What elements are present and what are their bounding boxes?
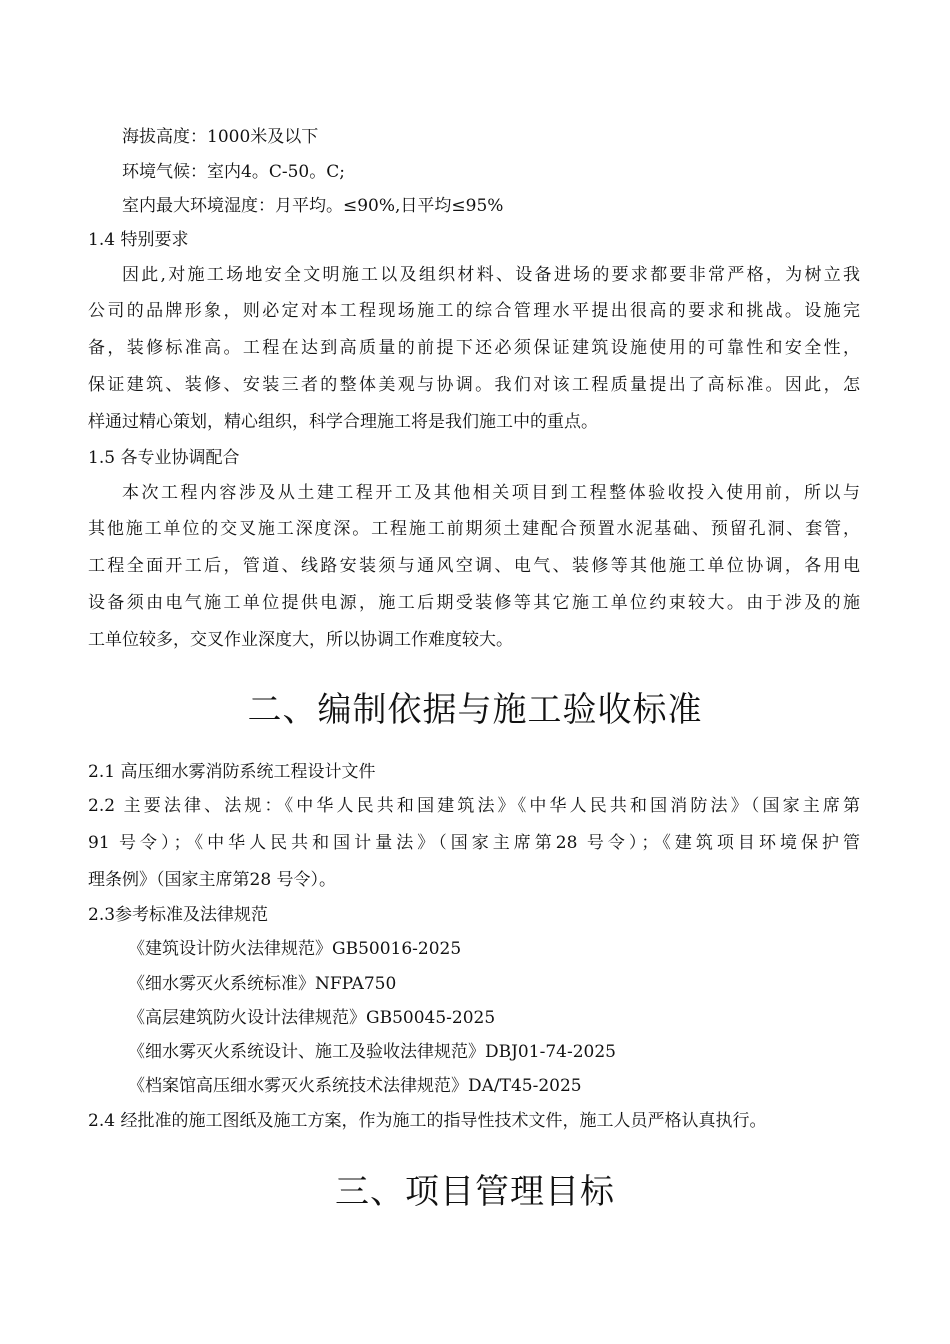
chapter-2-title: 二、编制依据与施工验收标准 [247, 690, 703, 730]
section-1-5-line: 其他施工单位的交叉施工深度深。工程施工前期须土建配合预置水泥基础、预留孔洞、套管， [88, 519, 860, 539]
item-2-3-heading: 2.3参考标准及法律规范 [88, 905, 269, 925]
item-2-2-line: 91 号令）；《中华人民共和国计量法》（国家主席第28 号令）；《建筑项目环境保护管 [88, 833, 860, 853]
env-climate: 环境气候：室内4。C-50。C; [122, 162, 345, 182]
standard-item: 《建筑设计防火法律规范》GB50016-2025 [128, 939, 462, 959]
section-1-4-line: 公司的品牌形象，则必定对本工程现场施工的综合管理水平提出很高的要求和挑战。设施完 [88, 301, 860, 321]
item-2-1: 2.1 高压细水雾消防系统工程设计文件 [88, 762, 376, 782]
item-2-2-line: 2.2 主要法律、法规：《中华人民共和国建筑法》《中华人民共和国消防法》（国家主席第 [88, 796, 860, 816]
section-1-4-heading: 1.4 特别要求 [88, 230, 189, 250]
item-2-4: 2.4 经批准的施工图纸及施工方案，作为施工的指导性技术文件，施工人员严格认真执行。 [88, 1111, 767, 1131]
section-1-5-line: 工单位较多，交叉作业深度大，所以协调工作难度较大。 [88, 630, 513, 650]
section-1-5-line: 工程全面开工后，管道、线路安装须与通风空调、电气、装修等其他施工单位协调，各用电 [88, 556, 860, 576]
section-1-5-line: 设备须由电气施工单位提供电源，施工后期受装修等其它施工单位约束较大。由于涉及的施 [88, 593, 860, 613]
item-2-2-line: 理条例》（国家主席第28 号令）。 [88, 870, 337, 890]
section-1-4-line: 因此,对施工场地安全文明施工以及组织材料、设备进场的要求都要非常严格，为树立我 [122, 265, 860, 285]
standard-item: 《细水雾灭火系统设计、施工及验收法律规范》DBJ01-74-2025 [128, 1042, 616, 1062]
section-1-5-line: 本次工程内容涉及从土建工程开工及其他相关项目到工程整体验收投入使用前，所以与 [122, 483, 860, 503]
section-1-4-line: 样通过精心策划，精心组织，科学合理施工将是我们施工中的重点。 [88, 412, 598, 432]
standard-item: 《档案馆高压细水雾灭火系统技术法律规范》DA/T45-2025 [128, 1076, 582, 1096]
section-1-5-heading: 1.5 各专业协调配合 [88, 448, 240, 468]
standard-item: 《高层建筑防火设计法律规范》GB50045-2025 [128, 1008, 496, 1028]
section-1-4-line: 保证建筑、装修、安装三者的整体美观与协调。我们对该工程质量提出了高标准。因此，怎 [88, 375, 860, 395]
standard-item: 《细水雾灭火系统标准》NFPA750 [128, 974, 397, 994]
env-humidity: 室内最大环境湿度：月平均。≤90%,日平均≤95% [122, 196, 504, 216]
env-altitude: 海拔高度：1000米及以下 [122, 127, 319, 147]
chapter-3-title: 三、项目管理目标 [335, 1172, 615, 1212]
section-1-4-line: 备，装修标准高。工程在达到高质量的前提下还必须保证建筑设施使用的可靠性和安全性， [88, 338, 860, 358]
